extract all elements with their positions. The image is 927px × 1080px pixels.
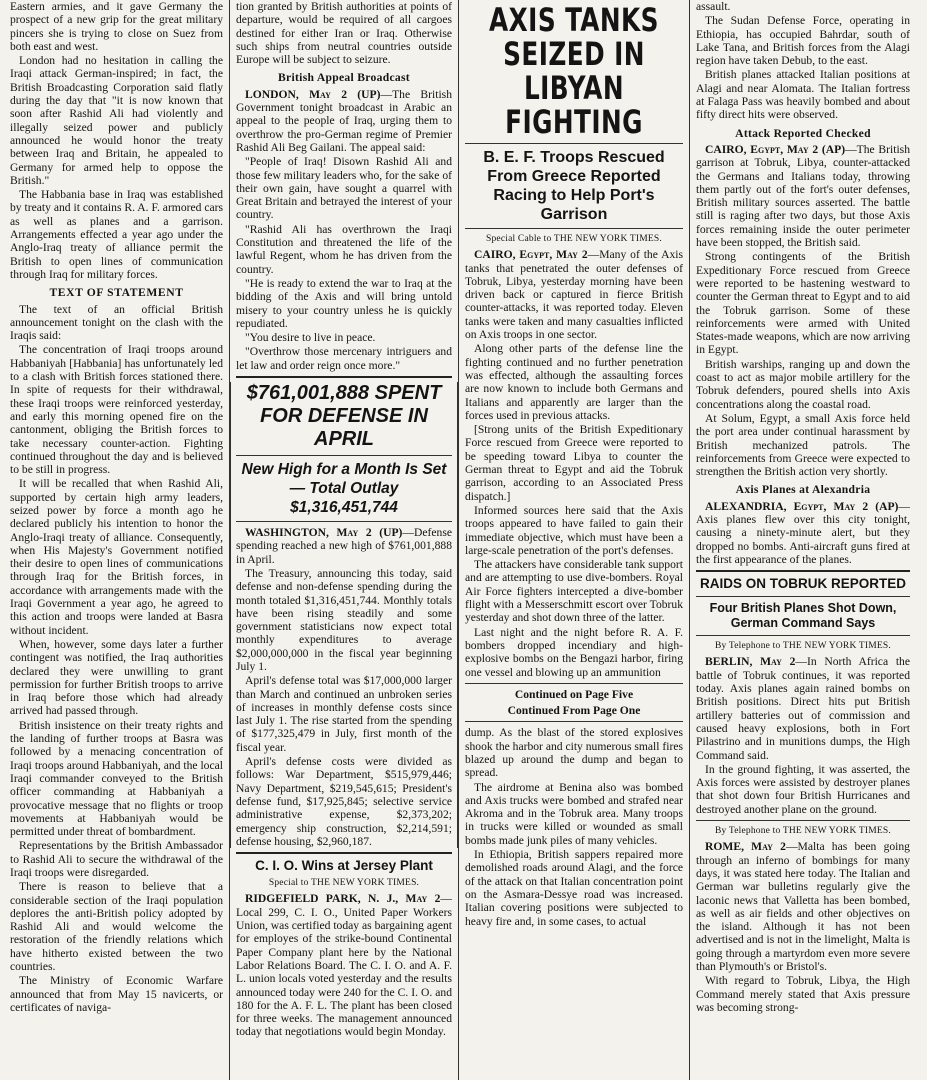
- subheading-axis-planes: Axis Planes at Alexandria: [735, 483, 871, 497]
- paragraph: Last night and the night before R. A. F. bombers dropped incendiary and high-explosive bombs on the Bengazi harbor, firing one vessel and blowing up an ammunition: [465, 625, 683, 679]
- paragraph: [236, 892, 452, 1038]
- paragraph: April's defense total was $17,000,000 larger than March and continued an unbroken series of increases in monthly defense costs since last July 1. The rise started from the spending of $177,325,479 in July, first month of the fiscal year.: [236, 674, 452, 754]
- paragraph: British insistence on their treaty rights and the landing of further troops at Basra was followed by a menacing concentration of Iraqi troops around Habbaniyah, and the local Iraqi commander conveyed to the British officer commanding at Habbaniyah a provocative message that no flights or troop movements at Habbaniyah would be permitted under threat of bombardment.: [10, 718, 223, 839]
- section-rule: [696, 570, 910, 572]
- paragraph: "Rashid Ali has overthrown the Iraqi Constitution and threatened the life of the lawful Regent, whom he has driven from the country.: [236, 222, 452, 276]
- box-headline: $761,001,888 SPENT FOR DEFENSE IN APRIL: [246, 382, 442, 451]
- rule: [236, 521, 452, 522]
- paragraph: [Strong units of the British Expeditionary Force rescued from Greece were reported to be speeding toward Libya to counter the German threat to Egypt and aid the Tobruk garrison, according to an Associated Press dispatch.]: [465, 423, 683, 503]
- paragraph: It will be recalled that when Rashid Ali, supported by certain high army leaders, seized power by force a month ago he declared publicly his intention to honor the Anglo-Iraqi treaty of alliance. Consequently, when His Majesty's Government notified their desire to open lines of communications through Iraq for the British forces, in accordance with arrangements made with the Iraqi Government a year ago, he agreed to this action and troops were landed at Basra without incident.: [10, 477, 223, 637]
- paragraph: When, however, some days later a further contingent was notified, the Iraq authorities declared they were unwilling to grant permission for further British troops to arrive in Iraq before those which had already arrived had passed through.: [10, 637, 223, 718]
- credit-line: By Telephone to THE NEW YORK TIMES.: [714, 826, 891, 837]
- credit-line: Special to THE NEW YORK TIMES.: [268, 878, 420, 889]
- credit-line: By Telephone to THE NEW YORK TIMES.: [714, 641, 891, 652]
- column-1: [4, 0, 229, 1080]
- dateline: BERLIN, May 2: [705, 655, 796, 669]
- cio-headline: C. I. O. Wins at Jersey Plant: [255, 858, 433, 874]
- paragraph: The Sudan Defense Force, operating in Ethiopia, has occupied Bahrdar, south of Lake Tana, and British forces from the Alagi region have taken Debub, to the east.: [696, 14, 910, 68]
- paragraph: [236, 88, 452, 154]
- raids-headline: RAIDS ON TOBRUK REPORTED: [699, 576, 906, 592]
- paragraph: tion granted by British authorities at points of departure, would be required of all cargoes destined for either Iran or Iraq. Otherwise such ships from neutral countries outside Europe will be subject to seizure.: [236, 0, 452, 67]
- paragraph: [696, 655, 910, 761]
- rule: [696, 596, 910, 597]
- column-3: [459, 0, 689, 1080]
- main-headline: AXIS TANKS SEIZED IN LIBYAN FIGHTING: [489, 1, 659, 141]
- column-4: [690, 0, 916, 1080]
- paragraph: The Ministry of Economic Warfare announced that from May 15 navicerts, or certificates of naviga-: [10, 974, 223, 1014]
- subheading-attack-checked: Attack Reported Checked: [735, 126, 871, 140]
- paragraph: In the ground fighting, it was asserted, the Axis forces were assisted by destroyer planes that shot down four British Hurricanes and destroyed another plane on the ground.: [696, 762, 910, 816]
- paragraph: Along other parts of the defense line the fighting continued and no further penetration was effected, although the assaulting forces are now known to include both Germans and Italians and apparently are larger than the forces used in previous attacks.: [465, 342, 683, 422]
- rule: [465, 228, 683, 229]
- paragraph: London had no hesitation in calling the Iraqi attack German-inspired; in fact, the British Broadcasting Corporation said flatly during the day that "it is now known that soon after Rashid Ali had violently and illegally seized power and publicly announced he would honor the treaty between Iraq and Britain, he appealed to Germany for armed help to oppose the British.": [10, 54, 223, 187]
- paragraph: assault.: [696, 0, 731, 13]
- paragraph: With regard to Tobruk, Libya, the High Command merely stated that Axis pressure was becoming strong-: [696, 974, 910, 1014]
- section-rule: [236, 376, 452, 378]
- paragraph-text: —Axis planes flew over this city tonight, causing a ninety-minute alert, but they dropped no bombs. Anti-aircraft guns fired at the first appearance of the planes.: [696, 499, 910, 566]
- paragraph: There is reason to believe that a considerable section of the Iraqi population deplores the anti-British policy adopted by Rashid Ali and would welcome the restoration of the friendly relations which have hitherto existed between the two countries.: [10, 880, 223, 974]
- paragraph: The text of an official British announcement tonight on the clash with the Iraqis said:: [10, 302, 223, 343]
- paragraph: Informed sources here said that the Axis troops appeared to have failed to gain their immediate objective, which must have been a large-scale penetration of the port's defenses.: [465, 503, 683, 557]
- paragraph-text: —The British Government tonight broadcast in Arabic an appeal to the people of Iraq, urging them to overthrow the pro-German regime of Premier Rashid Ali Beg Gailani. The appeal said:: [236, 87, 452, 154]
- paragraph: [465, 248, 683, 341]
- paragraph: "Overthrow those mercenary intriguers and let law and order reign once more.": [236, 345, 452, 372]
- defense-spending-box: [230, 382, 458, 848]
- paragraph: Eastern armies, and it gave Germany the prospect of a new grip for the great military pincers she is trying to close on Suez from both east and west.: [10, 0, 223, 53]
- dateline: ALEXANDRIA, Egypt, May 2 (AP): [705, 499, 899, 513]
- column-2: [230, 0, 458, 1080]
- paragraph: "You desire to live in peace.: [245, 331, 376, 345]
- paragraph: In Ethiopia, British sappers repaired more demolished roads around Alagi, and the force of the attack on that Italian concentration point on the Asmara-Dessye road was increased. Italian covering positions were subjected to heavy fire and, in some cases, to actual: [465, 848, 683, 928]
- rule: [465, 143, 683, 144]
- paragraph: At Solum, Egypt, a small Axis force held the port area under continual harassment by British mechanized patrols. The reinforcements from Greece were expected to strengthen the British action very shortly.: [696, 411, 910, 479]
- rule: [696, 820, 910, 821]
- paragraph: Representations by the British Ambassador to Rashid Ali to secure the withdrawal of the Iraqi troops were disregarded.: [10, 839, 223, 879]
- box-deck: New High for a Month Is Set— Total Outlay $1,316,451,744: [241, 461, 447, 517]
- dateline: CAIRO, Egypt, May 2 (AP): [705, 142, 846, 156]
- continued-from-label: Continued From Page One: [507, 704, 641, 718]
- paragraph: British warships, ranging up and down the coast to act as major mobile artillery for the Tobruk defenders, poured shells into Axis concentrations along the coastal road.: [696, 357, 910, 411]
- paragraph-text: —Local 299, C. I. O., United Paper Workers Union, was certified today as bargaining agent for employes of the strike-bound Continental Paper Company plant here by the National Labor Relations Board. The C. I. O. and A. F. L. union locals voted yesterday and the results announced today were 240 for the C. I. O. and 180 for the A. F. L. The plant has been closed for three weeks. The management announced today that negotiations would begin Monday.: [236, 892, 452, 1039]
- paragraph-text: —In North Africa the battle of Tobruk continues, it was reported today. Axis planes again rained bombs on British positions. Direct hits put British artillery batteries out of commission and caused heavy explosions, both in Fort Pilastrino and in munitions dumps, the High Command said.: [696, 655, 910, 762]
- paragraph: "He is ready to extend the war to Iraq at the bidding of the Axis and will bring untold misery to your country unless he is quickly repudiated.: [236, 276, 452, 330]
- paragraph: The concentration of Iraqi troops around Habbaniyah [Habbania] has unfortunately led to a clash with British forces stationed there. In spite of requests for their withdrawal, these Iraqi troops were reinforced yesterday, and early this morning opened fire on the cantonment, obliging the British forces to take necessary counter-action. Fighting continued throughout the day and is believed to be still in progress.: [10, 343, 223, 477]
- rule: [236, 455, 452, 456]
- subheading-british-appeal: British Appeal Broadcast: [278, 71, 410, 85]
- paragraph: [696, 500, 910, 566]
- paragraph: Strong contingents of the British Expeditionary Force rescued from Greece were reported to be hastening westward to counter the German threat to Egypt and to aid the Tobruk garrison. Some of these reinforcements were armed with United States-made weapons, which are now arriving in Egypt.: [696, 250, 910, 357]
- paragraph-text: —Malta has been going through an inferno of bombings for many days, it was stated here today. The Italian and German war bulletins regularly give the laconic news that Valletta has been bombed, as well as air fields and other objectives on the island. Although it has not been advertised and is not in the limelight, Malta is going through a martyrdom even more severe than Plymouth's or Bristol's.: [696, 840, 910, 973]
- dateline: ROME, May 2: [705, 840, 786, 854]
- continued-on-label: Continued on Page Five: [514, 687, 634, 701]
- dateline: WASHINGTON, May 2 (UP): [245, 526, 403, 540]
- rule: [465, 721, 683, 722]
- main-deck: B. E. F. Troops Rescued From Greece Reported Racing to Help Port's Garrison: [483, 149, 665, 223]
- paragraph: The attackers have considerable tank support and are attempting to use dive-bombers. Royal Air Force fighters intercepted a dive-bomber flight with a Messerschmitt escort over Tobruk yesterday and shot down three of the latter.: [465, 558, 683, 625]
- paragraph: The Habbania base in Iraq was established by treaty and it contains R. A. F. armored cars as well as planes and a garrison. Arrangements effected a year ago under the Anglo-Iraq treaty of alliance permit the British to open lines of communication through Iraq for military forces.: [10, 188, 223, 281]
- raids-deck: Four British Planes Shot Down, German Command Says: [709, 601, 897, 631]
- section-rule: [236, 852, 452, 854]
- dateline: LONDON, May 2 (UP): [245, 87, 381, 101]
- paragraph-text: —Defense spending reached a new high of $761,001,888 in April.: [236, 526, 452, 566]
- dateline: CAIRO, Egypt, May 2: [474, 248, 588, 262]
- dateline: RIDGEFIELD PARK, N. J., May 2: [245, 892, 441, 906]
- paragraph: The Treasury, announcing this today, said defense and non-defense spending during the month totaled $1,316,451,744. Monthly totals have been rising steadily and some government statisticians now expect total monthly expenditures to average $2,000,000,000 in the fiscal year beginning July 1.: [236, 566, 452, 673]
- rule: [696, 635, 910, 636]
- paragraph: dump. As the blast of the stored explosives shook the harbor and city numerous small fires blazed up around the dump and began to spread.: [465, 726, 683, 780]
- paragraph: April's defense costs were divided as follows: War Department, $515,979,446; Navy Department, $219,545,615; President's defense fund, $17,925,845; selective service administrative expense, $2,373,202; emergency ship construction, $2,214,591; defense housing, $2,960,187.: [236, 755, 452, 848]
- paragraph: "People of Iraq! Disown Rashid Ali and those few military leaders who, for the sake of their own gain, have sought a quarrel with Great Britain and betrayed the interest of your country.: [236, 155, 452, 222]
- paragraph: British planes attacked Italian positions at Alagi and near Alomata. The Italian fortress at Falaga Pass was heavily bombed and about fifty direct hits were observed.: [696, 68, 910, 122]
- paragraph-text: —Many of the Axis tanks that penetrated the outer defenses of Tobruk, Libya, yesterday morning have been driven back or captured in fierce British counter-attacks, it was reported today. Eleven tanks were taken and many casualties inflicted on Axis troops in one sector.: [465, 248, 684, 342]
- paragraph: [696, 143, 910, 249]
- paragraph: The airdrome at Benina also was bombed and Axis trucks were bombed and strafed near Akroma and in the Tobruk area. Many troops in trucks were killed or wounded as small bombs made junk piles of many vehicles.: [465, 780, 683, 847]
- rule: [465, 683, 683, 684]
- paragraph: [236, 526, 452, 566]
- paragraph-text: —The British garrison at Tobruk, Libya, counter-attacked the Germans and Italians today, throwing them partly out of the fort's outer defenses, British military sources asserted. The battle still is raging after two days, but those Axis forces remaining inside the outer perimeter have been stopped, the British said.: [696, 142, 910, 250]
- paragraph: [696, 840, 910, 973]
- subheading-text-of-statement: TEXT OF STATEMENT: [49, 286, 184, 300]
- credit-line: Special Cable to THE NEW YORK TIMES.: [486, 234, 662, 244]
